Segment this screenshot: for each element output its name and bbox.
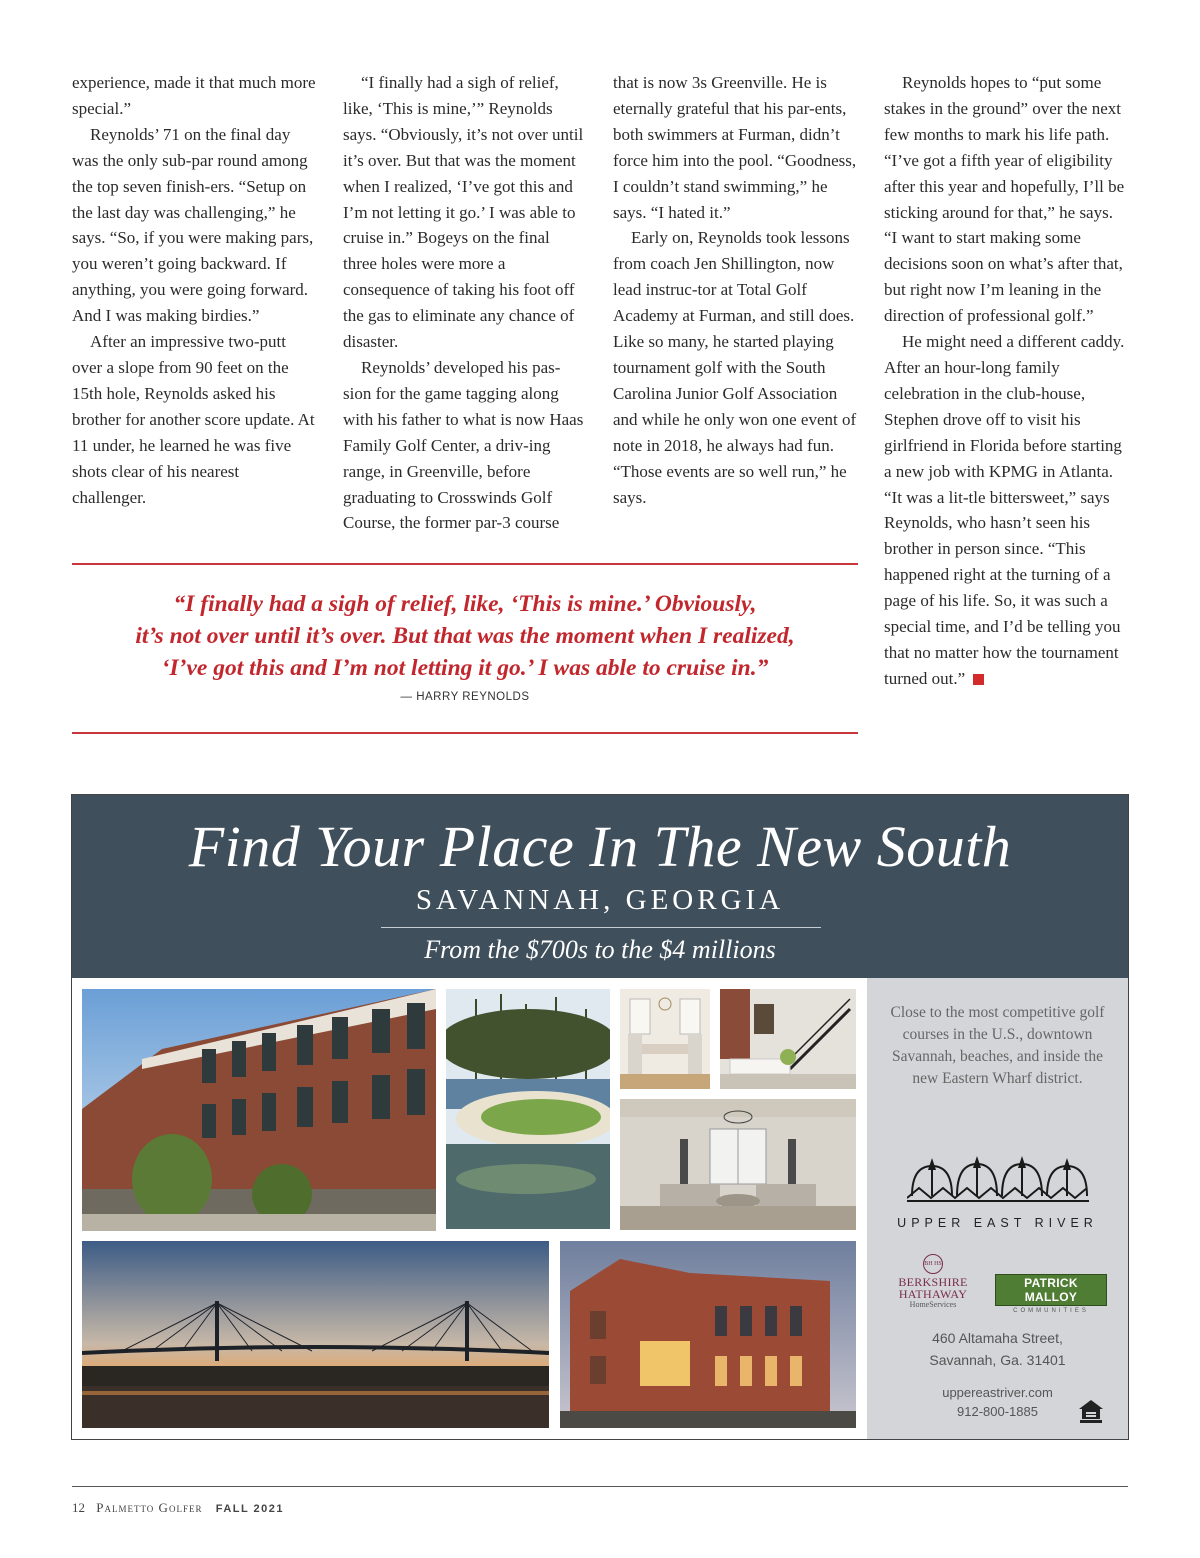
footer (72, 1500, 284, 1516)
article-paragraph (72, 329, 316, 510)
pullquote-bottom-rule (72, 732, 858, 734)
article-paragraph-text: experience, made it that much more special.” (72, 73, 316, 118)
photo-brick-townhouses (82, 989, 436, 1231)
article-paragraph (613, 225, 857, 510)
article-paragraph-text: Reynolds hopes to “put some stakes in the ground” over the next few months to mark his life path. “I’ve got a fifth year of eligibility after this year and hopefully, I’ll be sticking around for that,” he says. “I want to start making some decisions soon on what’s after that, but right now I’m leaning in the direction of professional golf.” (884, 73, 1125, 326)
upper-east-river-name: UPPER EAST RIVER (897, 1216, 1098, 1230)
ad-blurb: Close to the most competitive golf courses in the U.S., downtown Savannah, beaches, and inside the new Eastern Wharf district. (890, 1004, 1105, 1087)
magazine-name: Palmetto Golfer (96, 1500, 203, 1515)
pm-name: PATRICK MALLOY (995, 1274, 1107, 1306)
photo-cable-bridge-sunset (82, 1241, 549, 1428)
pullquote (72, 588, 858, 684)
pullquote-line: “I finally had a sigh of relief, like, ‘This is mine.’ Obviously, (173, 591, 757, 617)
ad-address-line-1: 460 Altamaha Street, (932, 1330, 1063, 1346)
pullquote-line: ‘I’ve got this and I’m not letting it go.’ I was able to cruise in.” (161, 655, 769, 681)
article-paragraph-text: Reynolds’ developed his pas-sion for the game tagging along with his father to what is now Haas Family Golf Center, a driv-ing range, in Greenville, before graduating to Crosswinds Golf Course, the former par-3 course (343, 357, 584, 533)
ad-address-line-2: Savannah, Ga. 31401 (929, 1352, 1066, 1368)
photo-jj-corry-building (560, 1241, 856, 1428)
advertisement[interactable] (71, 794, 1129, 1440)
patrick-malloy-logo (995, 1274, 1107, 1314)
photo-living-room-staircase (720, 989, 856, 1089)
article-paragraph-text: After an impressive two-putt over a slope from 90 feet on the 15th hole, Reynolds asked his brother for another score update. At 11 under, he learned he was five shots clear of his nearest challenger. (72, 332, 315, 507)
ad-info-panel (867, 978, 1128, 1439)
bh-line-1: BERKSHIRE (898, 1275, 968, 1289)
article-column-1 (72, 70, 316, 510)
issue-label: FALL 2021 (215, 1503, 285, 1515)
article-paragraph-text: that is now 3s Greenville. He is eternally grateful that his par-ents, both swimmers at Furman, didn’t force him into the pool. “Goodness, I couldn’t stand swimming,” he says. “I hated it.” (613, 73, 857, 222)
article-paragraph (884, 70, 1128, 329)
equal-housing-icon (1078, 1398, 1104, 1424)
bh-seal-icon: BH HS (923, 1254, 943, 1274)
photo-golf-course-lake (446, 989, 610, 1229)
ad-subtitle: SAVANNAH, GEORGIA (415, 884, 785, 916)
pm-sub: COMMUNITIES (1013, 1308, 1089, 1314)
article-paragraph (343, 355, 587, 536)
article-paragraph (613, 70, 857, 225)
page-number: 12 (72, 1500, 85, 1515)
footer-rule (72, 1486, 1128, 1487)
bh-line-3: HomeServices (909, 1300, 957, 1309)
ad-website-link[interactable]: uppereastriver.com (942, 1385, 1053, 1400)
photo-great-room-chandelier (620, 1099, 856, 1230)
pullquote-line: it’s not over until it’s over. But that was the moment when I realized, (135, 623, 795, 649)
article-column-4 (884, 70, 1128, 692)
end-mark-icon (973, 674, 984, 685)
article-paragraph-text: He might need a different caddy. After an hour-long family celebration in the club-house, Stephen drove off to visit his girlfriend in Florida before starting a new job with KPMG in Atlanta. “It was a lit-tle bittersweet,” says Reynolds, who hasn’t seen his brother in person since. “This happened right at the turning of a page of his life. So, it was such a special time, and I’d be telling you that no matter how the tournament turned out.” (884, 332, 1125, 688)
article-column-3 (613, 70, 857, 510)
article-paragraph (72, 70, 316, 122)
ad-header (72, 795, 1128, 978)
article-paragraph (343, 70, 587, 355)
photo-dining-room (620, 989, 710, 1089)
ad-divider (381, 927, 821, 928)
pullquote-attribution: — HARRY REYNOLDS (400, 691, 530, 703)
ad-price: From the $700s to the $4 millions (424, 935, 776, 964)
pullquote-top-rule (72, 563, 858, 565)
article-column-2 (343, 70, 587, 536)
article-paragraph (884, 329, 1128, 692)
article-paragraph (72, 122, 316, 329)
bh-line-2: HATHAWAY (898, 1287, 968, 1301)
upper-east-river-logo (907, 1156, 1089, 1206)
ad-title: Find Your Place In The New South (188, 814, 1012, 879)
article-paragraph-text: Reynolds’ 71 on the final day was the only sub-par round among the top seven finish-ers. “Setup on the last day was challenging,” he says. “So, if you were making pars, you weren’t going backward. If anything, you were going forward. And I was making birdies.” (72, 124, 314, 326)
berkshire-hathaway-logo (885, 1254, 981, 1310)
article-paragraph-text: “I finally had a sigh of relief, like, ‘This is mine,’” Reynolds says. “Obviously, it’s not over until it’s over. But that was the moment when I realized, ‘I’ve got this and I’m not letting it go.’ I was able to cruise in.” Bogeys on the final three holes were more a consequence of taking his foot off the gas to eliminate any chance of disaster. (343, 73, 584, 352)
ad-phone-link[interactable]: 912-800-1885 (957, 1404, 1038, 1419)
article-paragraph-text: Early on, Reynolds took lessons from coach Jen Shillington, now lead instruc-tor at Total Golf Academy at Furman, and still does. Like so many, he started playing tournament golf with the South Carolina Junior Golf Association and while he only won one event of note in 2018, he always had fun. “Those events are so well run,” he says. (613, 228, 857, 507)
